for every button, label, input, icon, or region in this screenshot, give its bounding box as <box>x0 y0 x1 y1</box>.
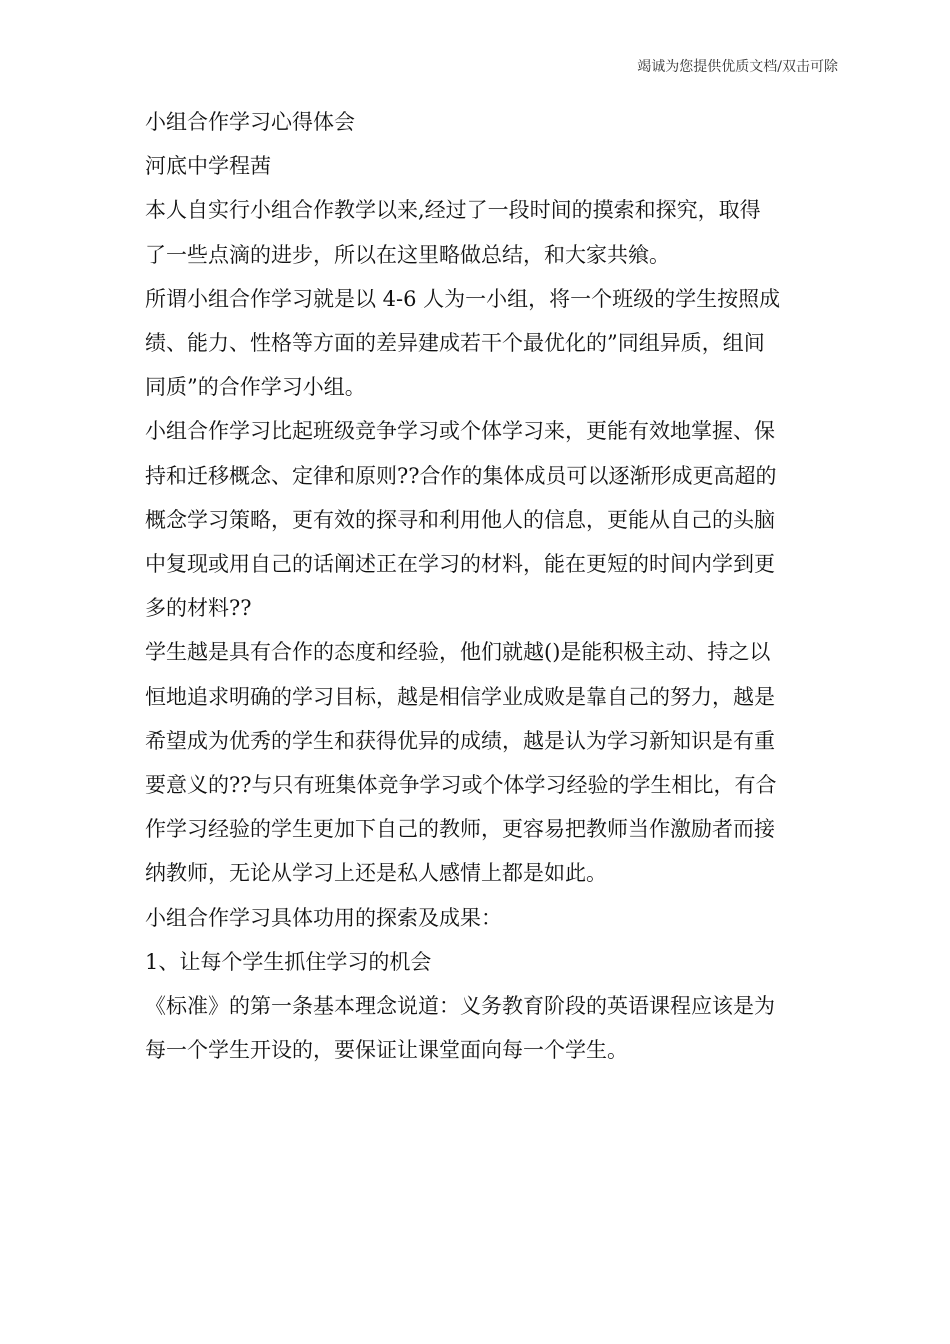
paragraph-line: 《标准》的第一条基本理念说道：义务教育阶段的英语课程应该是为 <box>145 994 775 1019</box>
paragraph-line: 要意义的??与只有班集体竞争学习或个体学习经验的学生相比，有合 <box>145 773 777 798</box>
paragraph-line: 了一些点滴的进步，所以在这里略做总结，和大家共飨。 <box>145 242 670 267</box>
paragraph-line: 纳教师，无论从学习上还是私人感情上都是如此。 <box>145 861 607 886</box>
paragraph <box>145 409 815 630</box>
paragraph-line: 希望成为优秀的学生和获得优异的成绩，越是认为学习新知识是有重 <box>145 728 775 753</box>
paragraph <box>145 188 815 276</box>
list-item <box>145 940 815 984</box>
paragraph-line: 恒地追求明确的学习目标，越是相信学业成败是靠自己的努力，越是 <box>145 684 775 709</box>
paragraph-line: 小组合作学习具体功用的探索及成果： <box>145 905 502 930</box>
paragraph-line: 学生越是具有合作的态度和经验，他们就越()是能积极主动、持之以 <box>145 640 771 665</box>
paragraph-line: 同质”的合作学习小组。 <box>145 375 366 400</box>
paragraph-line: 作学习经验的学生更加下自己的教师，更容易把教师当作激励者而接 <box>145 817 775 842</box>
section-heading <box>145 896 815 940</box>
header-note: 竭诚为您提供优质文档/双击可除 <box>637 59 838 75</box>
paragraph-line: 概念学习策略，更有效的探寻和利用他人的信息，更能从自己的头脑 <box>145 507 775 532</box>
paragraph-line: 1、让每个学生抓住学习的机会 <box>145 949 432 974</box>
paragraph-line: 每一个学生开设的，要保证让课堂面向每一个学生。 <box>145 1038 628 1063</box>
paragraph-line: 所谓小组合作学习就是以 4-6 人为一小组，将一个班级的学生按照成 <box>145 286 781 311</box>
paragraph <box>145 984 815 1072</box>
document-body <box>145 100 815 1072</box>
paragraph-line: 绩、能力、性格等方面的差异建成若干个最优化的”同组异质，组间 <box>145 331 765 356</box>
paragraph-line: 持和迁移概念、定律和原则??合作的集体成员可以逐渐形成更高超的 <box>145 463 777 488</box>
paragraph-line: 小组合作学习比起班级竞争学习或个体学习来，更能有效地掌握、保 <box>145 419 775 444</box>
paragraph-line: 多的材料?? <box>145 596 252 621</box>
document-author: 河底中学程茜 <box>145 154 271 179</box>
paragraph <box>145 277 815 410</box>
paragraph-line: 本人自实行小组合作教学以来,经过了一段时间的摸索和探究，取得 <box>145 198 761 223</box>
paragraph <box>145 630 815 895</box>
document-title: 小组合作学习心得体会 <box>145 110 355 134</box>
paragraph-line: 中复现或用自己的话阐述正在学习的材料，能在更短的时间内学到更 <box>145 552 775 577</box>
